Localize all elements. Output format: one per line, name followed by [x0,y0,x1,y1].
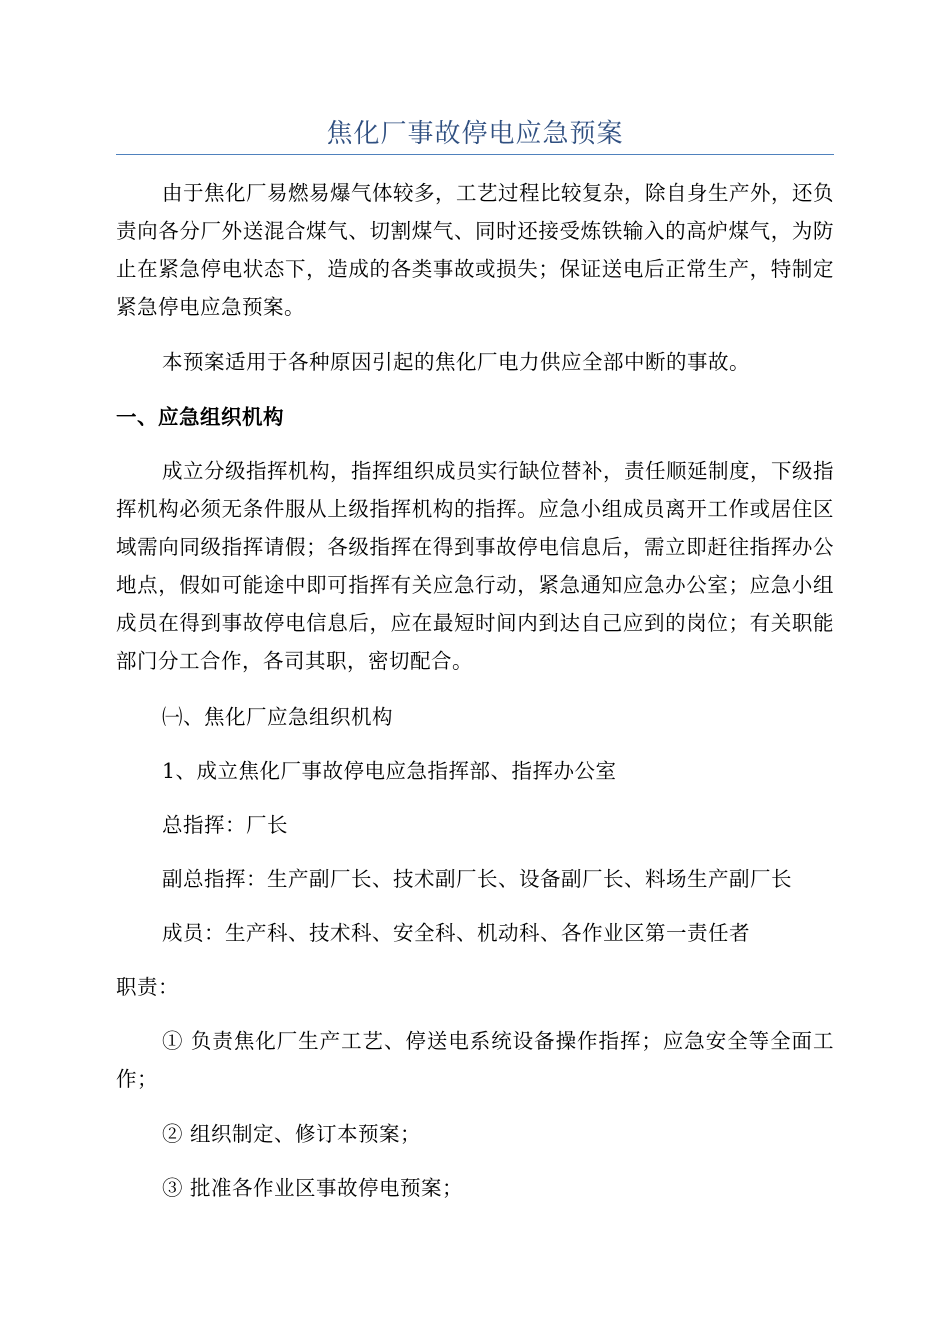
document-title: 焦化厂事故停电应急预案 [326,119,624,149]
title-underline [116,154,834,155]
section-heading: 一、应急组织机构 [116,405,284,429]
commander-line: 总指挥：厂长 [162,813,288,837]
scope-paragraph: 本预案适用于各种原因引起的焦化厂电力供应全部中断的事故。 [162,350,750,374]
subsection-heading: ㈠、焦化厂应急组织机构 [162,705,393,729]
section-intro-paragraph: 成立分级指挥机构，指挥组织成员实行缺位替补，责任顺延制度，下级指挥机构必须无条件服从上级指挥机构的指挥。应急小组成员离开工作或居住区域需向同级指挥请假；各级指挥在得到事故停电信息后，需立即赶往指挥办公地点，假如可能途中即可指挥有关应急行动，紧急通知应急办公室；应急小组成员在得到事故停电信息后，应在最短时间内到达自己应到的岗位；有关职能部门分工合作，各司其职，密切配合。 [116,459,834,673]
duty-item: ② 组织制定、修订本预案； [162,1122,422,1146]
duties-label: 职责： [116,975,179,999]
item-heading: 1、成立焦化厂事故停电应急指挥部、指挥办公室 [162,759,617,783]
duty-item: ① 负责焦化厂生产工艺、停送电系统设备操作指挥；应急安全等全面工作； [116,1029,834,1091]
duty-item: ③ 批准各作业区事故停电预案； [162,1176,464,1200]
intro-paragraph: 由于焦化厂易燃易爆气体较多，工艺过程比较复杂，除自身生产外，还负责向各分厂外送混合煤气、切割煤气、同时还接受炼铁输入的高炉煤气，为防止在紧急停电状态下，造成的各类事故或损失；保证送电后正常生产，特制定紧急停电应急预案。 [116,181,834,319]
members-line: 成员：生产科、技术科、安全科、机动科、各作业区第一责任者 [162,921,750,945]
deputy-commander-line: 副总指挥：生产副厂长、技术副厂长、设备副厂长、料场生产副厂长 [162,867,792,891]
